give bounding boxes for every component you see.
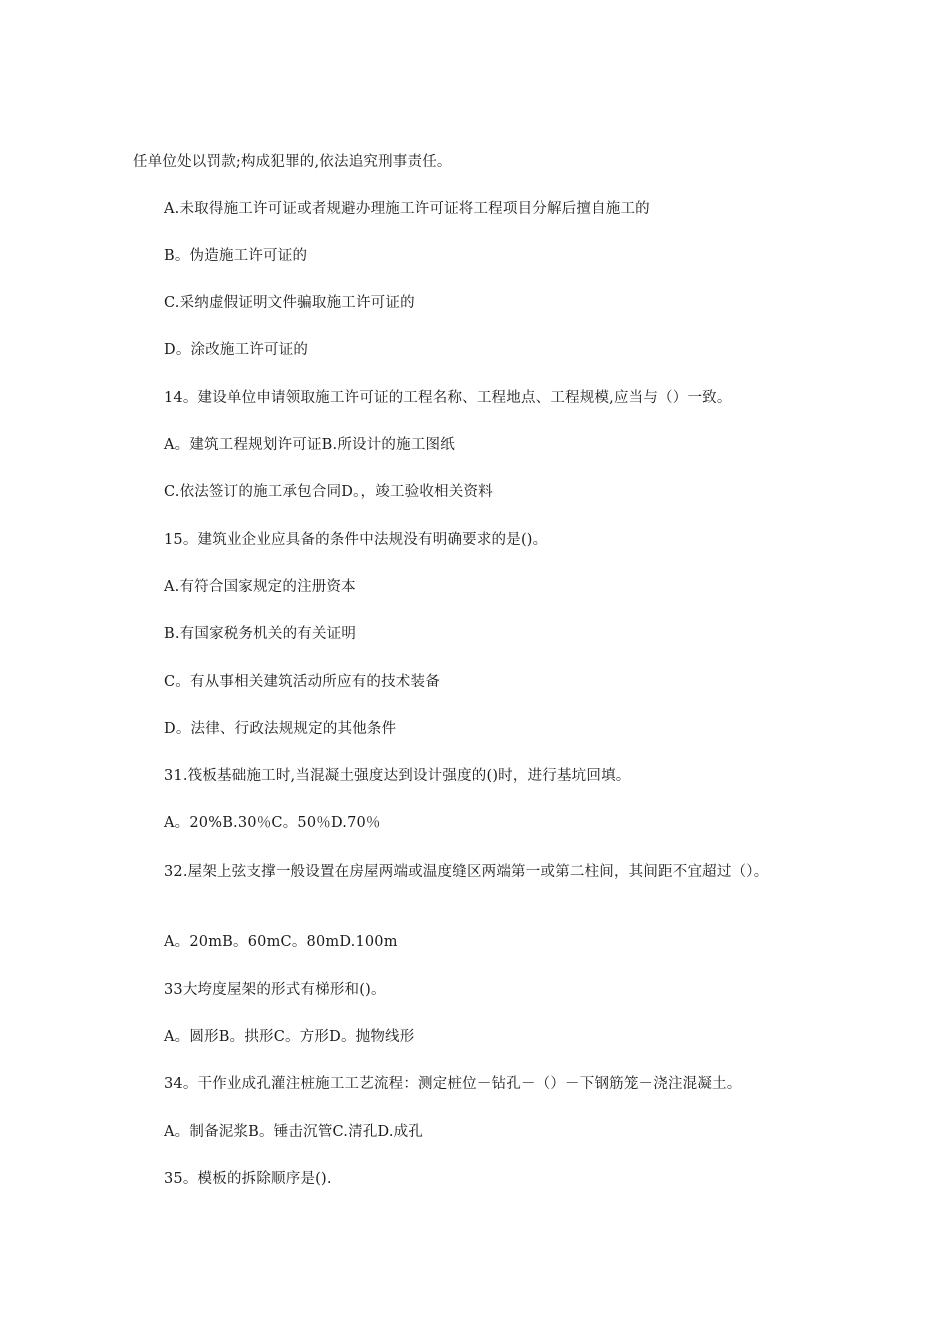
question-15: 15。建筑业企业应具备的条件中法规没有明确要求的是()。 [164, 532, 548, 548]
question-34: 34。干作业成孔灌注桩施工工艺流程：测定桩位－钻孔－（）－下钢筋笼－浇注混凝土。 [164, 1076, 742, 1092]
options-31: A。20%B.30％C。50％D.70％ [164, 815, 381, 831]
question-14: 14。建设单位申请领取施工许可证的工程名称、工程地点、工程规模,应当与（）一致。 [164, 390, 732, 406]
question-32: 32.屋架上弦支撑一般设置在房屋两端或温度缝区两端第一或第二柱间，其间距不宜超过（）。 [164, 864, 769, 880]
option-13-c: C.采纳虚假证明文件骗取施工许可证的 [164, 295, 415, 311]
question-31: 31.筏板基础施工时,当混凝土强度达到设计强度的()时，进行基坑回填。 [164, 768, 631, 784]
option-15-d: D。法律、行政法规规定的其他条件 [164, 721, 397, 737]
option-13-d: D。涂改施工许可证的 [164, 342, 309, 358]
question-35: 35。模板的拆除顺序是(). [164, 1171, 332, 1187]
option-13-b: B。伪造施工许可证的 [164, 248, 308, 264]
question-33: 33大垮度屋架的形式有梯形和()。 [164, 982, 386, 998]
option-15-c: C。有从事相关建筑活动所应有的技术装备 [164, 674, 440, 690]
paragraph-penalty-continuation: 任单位处以罚款;构成犯罪的,依法追究刑事责任。 [133, 154, 452, 170]
options-34: A。制备泥浆B。锤击沉管C.清孔D.成孔 [164, 1124, 424, 1140]
options-33: A。圆形B。拱形C。方形D。抛物线形 [164, 1029, 415, 1045]
options-14-ab: A。建筑工程规划许可证B.所设计的施工图纸 [164, 437, 455, 453]
option-15-b: B.有国家税务机关的有关证明 [164, 626, 357, 642]
option-15-a: A.有符合国家规定的注册资本 [164, 579, 356, 595]
options-14-cd: C.依法签订的施工承包合同D。，竣工验收相关资料 [164, 484, 493, 500]
option-13-a: A.未取得施工许可证或者规避办理施工许可证将工程项目分解后擅自施工的 [164, 201, 650, 217]
options-32: A。20mB。60mC。80mD.100m [164, 934, 398, 950]
